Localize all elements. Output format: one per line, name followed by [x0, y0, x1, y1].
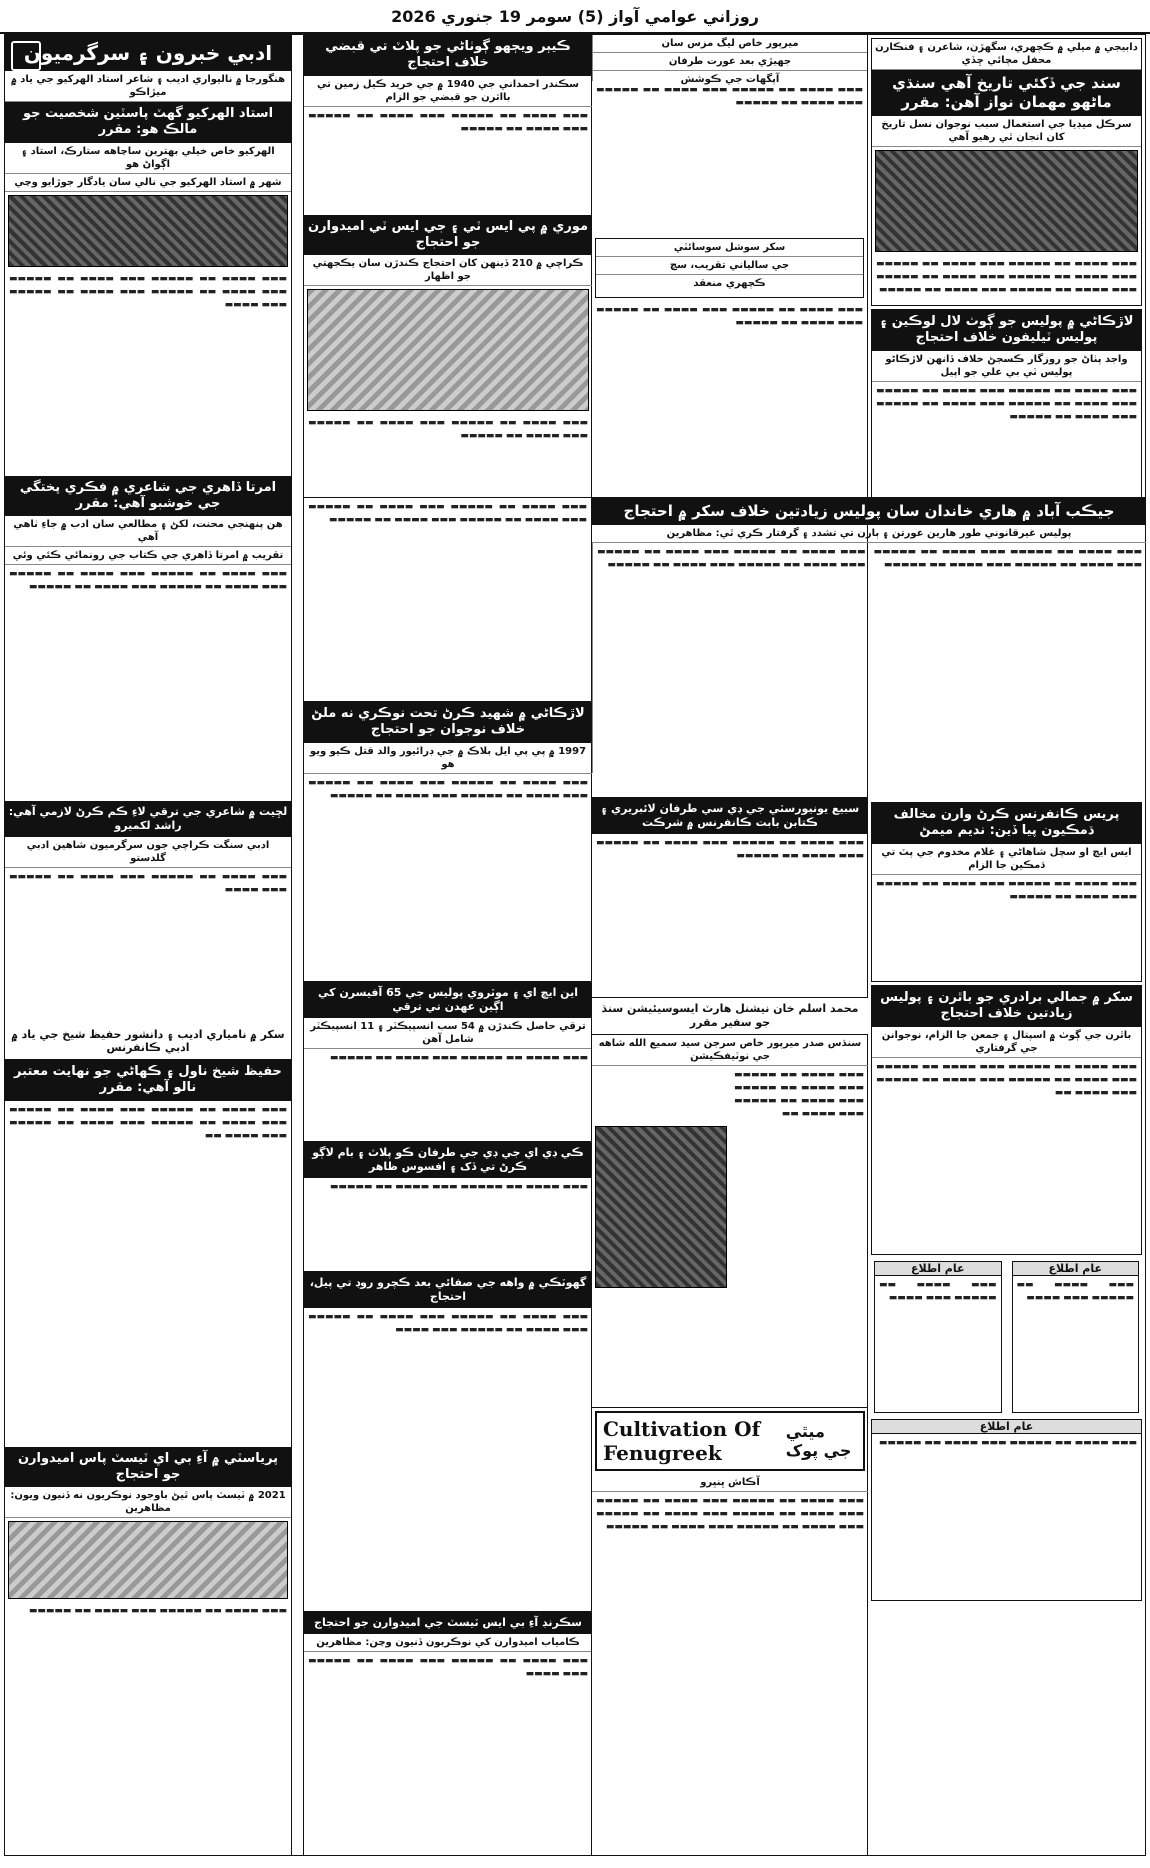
story-pariyasi-photo	[8, 1521, 288, 1599]
lead-headline: سند جي ڏکئي تاريخ آهي سنڌي ماڻهو مهمان نواز آهن: مقرر	[872, 70, 1141, 116]
notice-3-body: ▬▬▬ ▬▬▬▬ ▬▬ ▬▬▬▬▬ ▬▬▬ ▬▬▬▬ ▬▬ ▬▬▬▬▬	[878, 1438, 1137, 1448]
story-alharkhiyo-headline: استاد الهرکيو گهٽ پاسٽين شخصيت جو مالڪ هو: مقرر	[5, 102, 291, 143]
story-alharkhiyo-sub2: شهر ۾ استاد الهرکيو جي نالي سان يادگار جوڙايو وڃي	[5, 174, 291, 192]
story-ghotki-headline: گهوٽڪي ۾ واهه جي صفائي بعد ڪچرو روڊ تي پيل، احتجاج	[304, 1272, 592, 1308]
story-sakrand-sub: ڪامياب اميدوارن کي نوڪريون ڏنيون وڃن: مظاهرين	[304, 1634, 592, 1652]
story-hafeez-headline: سکر ۾ نامياري اديب ۽ دانشور حفيظ شيخ جي ياد ۾ ادبي ڪانفرنس	[5, 1024, 291, 1061]
notice-3	[871, 1419, 1142, 1601]
story-nokri-headline: لاڙڪاڻي ۾ شهيد ڪرڻ تحت نوڪري نه ملڻ خلاف نوجوان جو احتجاج	[304, 702, 592, 743]
brief-3: آپگهات جي ڪوشش	[680, 74, 780, 85]
brief-mirpur-body: ▬▬▬ ▬▬▬▬ ▬▬ ▬▬▬▬▬ ▬▬▬ ▬▬▬▬ ▬▬ ▬▬▬▬▬ ▬▬▬ ▬▬▬▬ ▬▬ ▬▬▬▬▬	[596, 85, 863, 108]
story-sbu	[591, 797, 868, 998]
story-moro-sub: ڪراچي ۾ 210 ڏينهن کان احتجاج ڪندڙن سان يڪجهتي جو اظهار	[304, 255, 592, 286]
story-rashid-headline: لڇيت ۾ شاعري جي ترقي لاءِ ڪم ڪرڻ لازمي آهي: راشد لکميرو	[5, 801, 291, 837]
story-amrita-body: ▬▬▬ ▬▬▬▬ ▬▬ ▬▬▬▬▬ ▬▬▬ ▬▬▬▬ ▬▬ ▬▬▬▬▬ ▬▬▬ ▬▬▬▬ ▬▬ ▬▬▬▬▬ ▬▬▬ ▬▬▬▬ ▬▬ ▬▬▬▬▬	[9, 569, 287, 592]
column-center-right	[591, 35, 867, 497]
fenugreek-author: آڪاش ڀنڀرو	[592, 1474, 868, 1492]
story-rashid-body: ▬▬▬ ▬▬▬▬ ▬▬ ▬▬▬▬▬ ▬▬▬ ▬▬▬▬ ▬▬ ▬▬▬▬▬ ▬▬▬ ▬▬▬▬	[9, 871, 287, 895]
story-aslam-photo	[595, 1126, 727, 1288]
story-jamali	[871, 985, 1142, 1255]
story-jacobabad-body-row	[592, 543, 1146, 773]
story-jacobabad-sub: پوليس غيرقانوني طور هارين عورتن ۽ ٻارن تي تشدد ۽ گرفتار ڪري ٿي: مظاهرين	[592, 525, 1146, 543]
story-amrita-sub: هن پنهنجي محنت، لکڻ ۽ مطالعي سان ادب ۾ جاءِ ٺاهي آهي	[5, 516, 291, 547]
notice-2-body: ▬▬▬ ▬▬▬▬ ▬▬ ▬▬▬▬▬ ▬▬▬ ▬▬▬▬	[1016, 1280, 1134, 1303]
story-press-headline: پريس ڪانفرنس ڪرڻ وارن مخالف ڌمڪيون پيا ڏين: نديم ميمڻ	[872, 803, 1141, 844]
masthead	[0, 0, 1150, 34]
story-ghotki	[303, 1271, 592, 1612]
story-sbu-body: ▬▬▬ ▬▬▬▬ ▬▬ ▬▬▬▬▬ ▬▬▬ ▬▬▬▬ ▬▬ ▬▬▬▬▬ ▬▬▬ ▬▬▬▬ ▬▬ ▬▬▬▬▬	[596, 837, 864, 861]
story-aslam-headline: محمد اسلم خان نيشنل هارٽ ايسوسيئيشن سنڌ جو سفير مقرر	[592, 998, 868, 1035]
story-larkana-headline: لاڙڪاڻي ۾ پوليس جو ڳوٺ لال لوڪين ۽ پوليس ٽيليفون خلاف احتجاج	[872, 310, 1141, 351]
center-mid-text	[303, 497, 591, 701]
literary-banner-text: ادبي خبرون ۽ سرگرميون	[23, 41, 273, 65]
fenugreek-box	[595, 1411, 865, 1471]
feature-fenugreek	[591, 1407, 868, 1856]
story-pariyasi-sub: 2021 ۾ ٽيسٽ پاس ٿيڻ باوجود نوڪريون نه ڏنيون ويون: مظاهرين	[5, 1487, 291, 1518]
center-block	[303, 35, 592, 497]
side-briefs	[592, 35, 867, 85]
story-hafeez-sub: حفيظ شيخ ناول ۽ ڪهاڻي جو نهايت معتبر نالو آهي: مقرر	[5, 1060, 291, 1101]
lead-kicker: دابيجي ۾ ميلي ۾ ڪچهري، سگهڙن، شاعرن ۽ فنڪارن محفل مچائي ڇڏي	[872, 39, 1141, 70]
story-sakrand-headline: سڪرنڊ آءِ بي ايس ٽيسٽ جي اميدوارن جو احتجاج	[304, 1612, 592, 1634]
story-alharkhiyo-sub: الهرکيو خاص خيلي بهترين ساڃاهه ستارڪ، استاد ۽ اڳواڻ هو	[5, 143, 291, 174]
notice-1-title: عام اطلاع	[875, 1262, 1001, 1276]
brief-6: ڪچهري منعقد	[693, 278, 766, 289]
notice-3-title: عام اطلاع	[872, 1420, 1141, 1434]
story-jamali-headline: سکر ۾ جمالي برادري جو باٿرن ۽ پوليس زيادتين خلاف احتجاج	[872, 986, 1141, 1027]
literary-kicker: هنگورجا ۾ ناليواري اديب ۽ شاعر استاد الهرکيو جي ياد ۾ ميڙاڪو	[5, 71, 291, 102]
story-plot-body: ▬▬▬ ▬▬▬▬ ▬▬ ▬▬▬▬▬ ▬▬▬ ▬▬▬▬ ▬▬ ▬▬▬▬▬ ▬▬▬ ▬▬▬▬ ▬▬ ▬▬▬▬▬	[308, 110, 588, 134]
story-jacobabad-headline: جيڪب آباد ۾ هاري خاندان سان پوليس زيادتين خلاف سکر ۾ احتجاج	[592, 498, 1146, 525]
masthead-text: روزاني عوامي آواز (5) سومر 19 جنوري 2026	[391, 6, 759, 26]
lead-photo	[875, 150, 1138, 252]
story-plot-headline: ڪيٻر ويڄهو ڳوٺاڻي جو پلاٽ تي قبضي خلاف احتجاج	[304, 35, 592, 76]
fenugreek-body: ▬▬▬ ▬▬▬▬ ▬▬ ▬▬▬▬▬ ▬▬▬ ▬▬▬▬ ▬▬ ▬▬▬▬▬ ▬▬▬ ▬▬▬▬ ▬▬ ▬▬▬▬▬ ▬▬▬ ▬▬▬▬ ▬▬ ▬▬▬▬▬ ▬▬▬ ▬▬▬▬ ▬▬ ▬▬▬▬▬ ▬▬▬ ▬▬▬▬ ▬▬ ▬▬▬▬▬	[596, 1496, 864, 1532]
story-sakrand-body: ▬▬▬ ▬▬▬▬ ▬▬ ▬▬▬▬▬ ▬▬▬ ▬▬▬▬ ▬▬ ▬▬▬▬▬ ▬▬▬ ▬▬▬▬	[308, 1655, 588, 1679]
story-nha-headline: اين ايڇ اي ۽ موٽروي پوليس جي 65 آفيسرن کي اڳين عهدن تي ترقي	[304, 982, 592, 1018]
story-moro-headline: موري ۾ پي ايس ٽي ۽ جي ايس ٽي اميدوارن جو احتجاج	[304, 215, 592, 256]
brief-1: ميرپور خاص ليگ مزس سان	[593, 35, 867, 53]
story-amrita-headline: امرتا ڏاهري جي شاعري ۾ فڪري پختگي جي خوشبو آهي: مقرر	[5, 476, 291, 517]
brief-2: جهيڙي بعد عورت طرفان	[593, 53, 867, 71]
story-press	[871, 802, 1142, 982]
story-jamali-body: ▬▬▬ ▬▬▬▬ ▬▬ ▬▬▬▬▬ ▬▬▬ ▬▬▬▬ ▬▬ ▬▬▬▬▬ ▬▬▬ ▬▬▬▬ ▬▬ ▬▬▬▬▬ ▬▬▬ ▬▬▬▬ ▬▬ ▬▬▬▬▬ ▬▬▬ ▬▬▬▬ ▬▬	[876, 1061, 1137, 1098]
story-aslam-body: ▬▬▬ ▬▬▬▬ ▬▬ ▬▬▬▬▬ ▬▬▬ ▬▬▬▬ ▬▬ ▬▬▬▬▬ ▬▬▬ ▬▬▬▬ ▬▬ ▬▬▬▬▬ ▬▬▬ ▬▬▬▬ ▬▬	[734, 1069, 864, 1119]
column-right-lower	[867, 799, 1145, 1855]
lead-subhead: سرڪل ميڊيا جي استعمال سبب نوجوان نسل تاريخ کان انجان ٿي رهيو آهي	[872, 116, 1141, 147]
column-left	[5, 35, 291, 1855]
newspaper-page	[4, 34, 1146, 1856]
story-jamali-sub: باٿرن جي ڳوٺ ۾ اسپتال ۽ جمعن جا الزام، نوجوانن جي گرفتاري	[872, 1027, 1141, 1058]
fenugreek-title-en: Cultivation Of Fenugreek	[603, 1417, 761, 1465]
story-ghotki-body: ▬▬▬ ▬▬▬▬ ▬▬ ▬▬▬▬▬ ▬▬▬ ▬▬▬▬ ▬▬ ▬▬▬▬▬ ▬▬▬ ▬▬▬▬ ▬▬ ▬▬▬▬▬ ▬▬▬ ▬▬▬▬	[308, 1311, 588, 1335]
fenugreek-title-row	[597, 1413, 863, 1469]
divider	[291, 35, 292, 1855]
brief-sukkur-society	[595, 238, 864, 298]
story-amrita-sub2: تقريب ۾ امرتا ڏاهري جي ڪتاب جي رونمائي ڪئي وئي	[5, 547, 291, 565]
story-larkana	[871, 309, 1142, 499]
lead-story	[871, 38, 1142, 306]
story-aslam-row	[592, 1066, 868, 1406]
story-kda-headline: ڪي ڊي اي جي ڊي جي طرفان ڪو پلاٽ ۽ بام لاڳو ڪرڻ تي ڏک ۽ افسوس ظاهر	[304, 1142, 592, 1178]
story-nha	[303, 981, 592, 1142]
story-plot-sub: سڪندر احمداني جي 1940 ۾ جي خريد ڪيل زمين تي بااثرن جو قبضي جو الزام	[304, 76, 592, 107]
story-nha-sub: ترقي حاصل ڪندڙن ۾ 54 سب انسپيڪٽر ۽ 11 انسپيڪٽر شامل آهن	[304, 1018, 592, 1049]
story-pariyasi-body: ▬▬▬ ▬▬▬▬ ▬▬ ▬▬▬▬▬ ▬▬▬ ▬▬▬▬ ▬▬ ▬▬▬▬▬	[28, 1606, 287, 1616]
story-pariyasi-headline: پرياسٽي ۾ آءِ بي اي ٽيسٽ پاس اميدوارن جو احتجاج	[5, 1447, 291, 1488]
story-alharkhiyo-body: ▬▬▬ ▬▬▬▬ ▬▬ ▬▬▬▬▬ ▬▬▬ ▬▬▬▬ ▬▬ ▬▬▬▬▬ ▬▬▬ ▬▬▬▬ ▬▬ ▬▬▬▬▬ ▬▬▬ ▬▬▬▬ ▬▬ ▬▬▬▬▬ ▬▬▬ ▬▬▬▬	[9, 273, 287, 310]
brief-sukkur-body: ▬▬▬ ▬▬▬▬ ▬▬ ▬▬▬▬▬ ▬▬▬ ▬▬▬▬ ▬▬ ▬▬▬▬▬ ▬▬▬ ▬▬▬▬ ▬▬ ▬▬▬▬▬	[596, 305, 863, 328]
story-tando-body: ▬▬▬ ▬▬▬▬ ▬▬ ▬▬▬▬▬ ▬▬▬ ▬▬▬▬ ▬▬ ▬▬▬▬▬ ▬▬▬ ▬▬▬▬ ▬▬ ▬▬▬▬▬ ▬▬▬ ▬▬▬▬ ▬▬ ▬▬▬▬▬	[873, 546, 1142, 570]
story-rashid-sub: ادبي سنگت ڪراچي جون سرگرميون شاهين ادبي گلدستو	[5, 837, 291, 868]
notice-2	[1012, 1261, 1140, 1413]
notice-1-body: ▬▬▬ ▬▬▬▬ ▬▬ ▬▬▬▬▬ ▬▬▬ ▬▬▬▬	[879, 1280, 997, 1303]
story-nokri	[303, 701, 592, 982]
story-jacobabad-body: ▬▬▬ ▬▬▬▬ ▬▬ ▬▬▬▬▬ ▬▬▬ ▬▬▬▬ ▬▬ ▬▬▬▬▬ ▬▬▬ ▬▬▬▬ ▬▬ ▬▬▬▬▬ ▬▬▬ ▬▬▬▬ ▬▬ ▬▬▬▬▬	[592, 543, 870, 773]
brief-5: جي سالياني تقريب، سچ	[596, 257, 863, 275]
book-icon	[11, 41, 41, 71]
notice-2-title: عام اطلاع	[1013, 1262, 1139, 1276]
fenugreek-title-sd: ميٿي جي پوک	[785, 1422, 852, 1460]
story-kda-body: ▬▬▬ ▬▬▬▬ ▬▬ ▬▬▬▬▬ ▬▬▬ ▬▬▬▬ ▬▬ ▬▬▬▬▬	[329, 1181, 588, 1192]
story-moro-photo	[307, 289, 589, 411]
story-press-body: ▬▬▬ ▬▬▬▬ ▬▬ ▬▬▬▬▬ ▬▬▬ ▬▬▬▬ ▬▬ ▬▬▬▬▬ ▬▬▬ ▬▬▬▬ ▬▬ ▬▬▬▬▬	[876, 878, 1137, 902]
brief-4: سکر سوشل سوسائٽي	[596, 239, 863, 257]
story-larkana-sub: واجد پٺاڻ جو روزگار ڪسجڻ خلاف ڏانهن لاڙڪاڻو پوليس ٽي بي علي جو اپيل	[872, 351, 1141, 382]
story-aslam	[591, 997, 868, 1408]
story-sbu-headline: سبيع يونيورسٽي جي ڊي سي طرفان لائبريري ۽ ڪتابن بابت ڪانفرنس ۾ شرڪت	[592, 798, 868, 834]
story-nokri-sub: 1997 ۾ پي پي ايل بلاڪ ۾ جي ڊرائيور والد قتل ڪيو ويو هو	[304, 743, 592, 774]
lead-body: ▬▬▬ ▬▬▬▬ ▬▬ ▬▬▬▬▬ ▬▬▬ ▬▬▬▬ ▬▬ ▬▬▬▬▬ ▬▬▬ ▬▬▬▬ ▬▬ ▬▬▬▬▬ ▬▬▬ ▬▬▬▬ ▬▬ ▬▬▬▬▬ ▬▬▬ ▬▬▬▬ ▬▬ ▬▬▬▬▬ ▬▬▬ ▬▬▬▬ ▬▬ ▬▬▬▬▬	[876, 258, 1137, 295]
story-kda	[303, 1141, 592, 1272]
story-sakrand	[303, 1611, 592, 1856]
story-jacobabad	[591, 497, 1146, 798]
story-press-sub: ايس ايچ او سچل شاهاڻي ۽ غلام مخدوم جي پٽ تي ڌمڪين جا الزام	[872, 844, 1141, 875]
notice-1	[874, 1261, 1002, 1413]
story-hafeez-body: ▬▬▬ ▬▬▬▬ ▬▬ ▬▬▬▬▬ ▬▬▬ ▬▬▬▬ ▬▬ ▬▬▬▬▬ ▬▬▬ ▬▬▬▬ ▬▬ ▬▬▬▬▬ ▬▬▬ ▬▬▬▬ ▬▬ ▬▬▬▬▬ ▬▬▬ ▬▬▬▬ ▬▬	[9, 1104, 287, 1141]
story-larkana-body: ▬▬▬ ▬▬▬▬ ▬▬ ▬▬▬▬▬ ▬▬▬ ▬▬▬▬ ▬▬ ▬▬▬▬▬ ▬▬▬ ▬▬▬▬ ▬▬ ▬▬▬▬▬ ▬▬▬ ▬▬▬▬ ▬▬ ▬▬▬▬▬ ▬▬▬ ▬▬▬▬ ▬▬ ▬▬▬▬▬	[876, 385, 1137, 422]
notices-row	[871, 1258, 1142, 1416]
story-nokri-body: ▬▬▬ ▬▬▬▬ ▬▬ ▬▬▬▬▬ ▬▬▬ ▬▬▬▬ ▬▬ ▬▬▬▬▬ ▬▬▬ ▬▬▬▬ ▬▬ ▬▬▬▬▬ ▬▬▬ ▬▬▬▬ ▬▬ ▬▬▬▬▬	[308, 777, 588, 801]
story-moro-body: ▬▬▬ ▬▬▬▬ ▬▬ ▬▬▬▬▬ ▬▬▬ ▬▬▬▬ ▬▬ ▬▬▬▬▬ ▬▬▬ ▬▬▬▬ ▬▬ ▬▬▬▬▬	[308, 418, 588, 441]
story-nha-body: ▬▬▬ ▬▬▬▬ ▬▬ ▬▬▬▬▬ ▬▬▬ ▬▬▬▬ ▬▬ ▬▬▬▬▬	[329, 1052, 588, 1063]
literary-banner	[5, 35, 291, 71]
story-alharkhiyo-photo	[8, 195, 288, 267]
center-mid-body: ▬▬▬ ▬▬▬▬ ▬▬ ▬▬▬▬▬ ▬▬▬ ▬▬▬▬ ▬▬ ▬▬▬▬▬ ▬▬▬ ▬▬▬▬ ▬▬ ▬▬▬▬▬ ▬▬▬ ▬▬▬▬ ▬▬ ▬▬▬▬▬	[308, 502, 587, 525]
brief-mirpur	[592, 35, 867, 85]
story-aslam-sub: سنڌس صدر ميرپور خاص سرجن سيد سميع الله شاهه جي نوٽيفڪيشن	[592, 1035, 868, 1066]
